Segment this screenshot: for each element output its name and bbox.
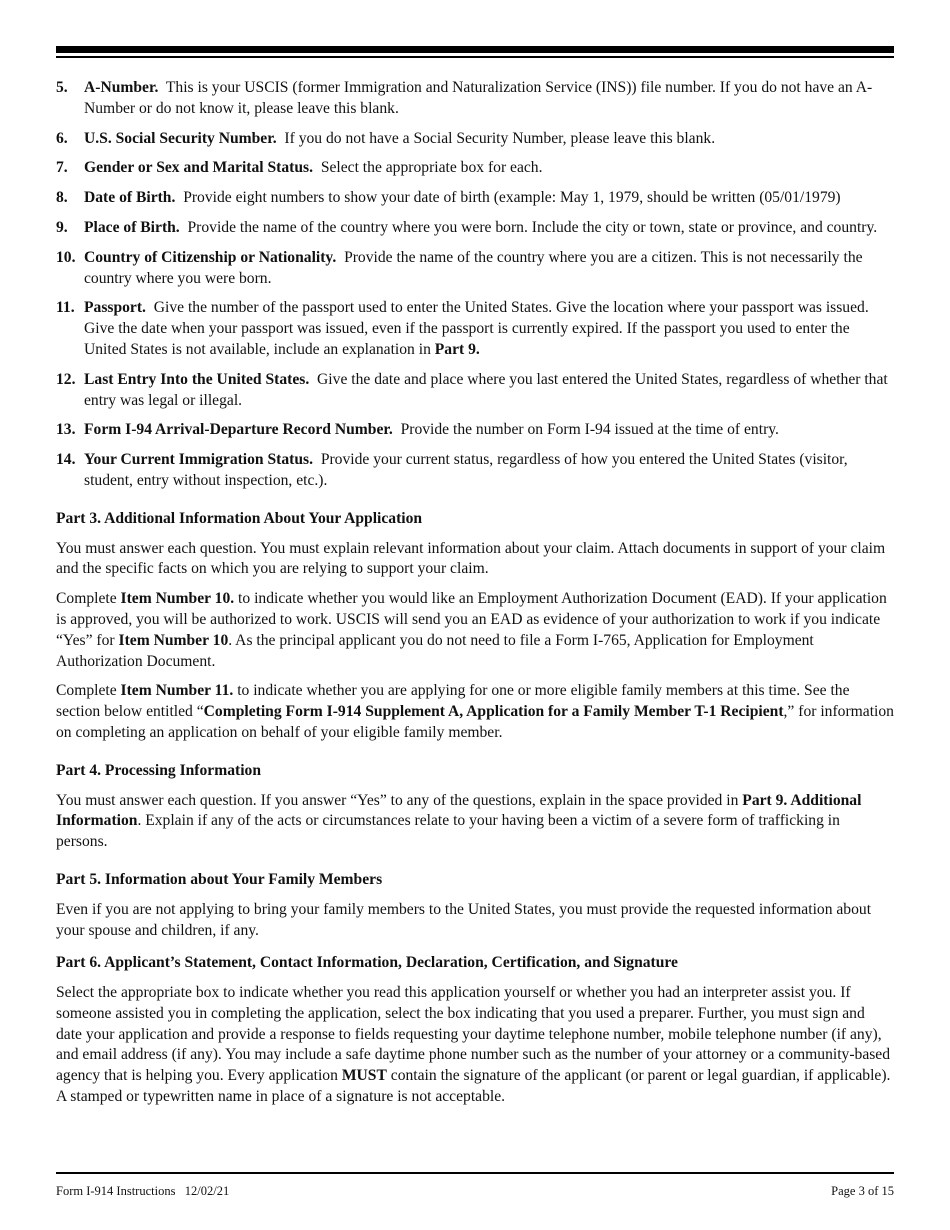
text-run: . Explain if any of the acts or circumstances relate to your having been a victim of a severe form of trafficking in persons.	[56, 812, 840, 851]
item-text: If you do not have a Social Security Number, please leave this blank.	[284, 129, 716, 147]
item-title: Country of Citizenship or Nationality.	[84, 248, 337, 266]
text-run: contain the signature of the applicant (or parent or legal guardian, if applicable). A stamped or typewritten name in place of a signature is not acceptable.	[56, 1067, 891, 1106]
header-rule-thick	[56, 46, 894, 53]
list-item	[56, 450, 894, 492]
list-item	[56, 78, 894, 120]
text-run: ,” for information on completing an application on behalf of your eligible family member.	[56, 703, 894, 741]
text-run: . As the principal applicant you do not need to file a Form I-765, Application for Employment Authorization Document.	[56, 631, 814, 670]
section-heading-part-3: Part 3. Additional Information About Your Application	[56, 509, 423, 527]
item-number: 5.	[56, 79, 68, 96]
footer-page-number: Page 3 of 15	[831, 1184, 894, 1198]
text-run: to indicate whether you are applying for one or more eligible family members at this time. See the section below entitled “	[56, 682, 850, 721]
text-run-bold: Item Number 11.	[120, 682, 234, 700]
section-heading-part-5: Part 5. Information about Your Family Members	[56, 870, 383, 888]
item-number: 12.	[56, 370, 76, 388]
item-title: Last Entry Into the United States.	[84, 370, 310, 388]
text-run: You must answer each question. If you answer “Yes” to any of the questions, explain in the space provided in	[56, 791, 743, 809]
text-run-bold: Part 9. Additional Information	[56, 791, 862, 830]
item-title: A-Number.	[84, 79, 159, 96]
text-run: Complete	[56, 590, 121, 608]
text-run-bold: Completing Form I-914 Supplement A, Application for a Family Member T-1 Recipient	[203, 703, 784, 721]
item-text: Select the appropriate box for each.	[320, 159, 543, 177]
text-run: Select the appropriate box to indicate whether you read this application yourself or whether you had an interpreter assist you. If someone assisted you in completing the application, select the box indicating that you used a preparer. Further, you must sign and date your application and provide a response to fields requesting your daytime telephone number, mobile telephone number (if any), and email address (if any). You may include a safe daytime phone number such as the number of your attorney or a community-based agency that is helping you. Every application	[56, 984, 891, 1085]
item-number: 11.	[56, 299, 75, 317]
footer-form-id: Form I-914 Instructions 12/02/21	[56, 1184, 230, 1198]
part-5-paragraph-1: Even if you are not applying to bring your family members to the United States, you must provide the requested information about your spouse and children, if any.	[56, 900, 872, 939]
text-run: Complete	[56, 682, 121, 700]
item-number: 14.	[56, 451, 76, 469]
page-content	[56, 78, 894, 1117]
text-run: to indicate whether you would like an Employment Authorization Document (EAD). If your application is approved, you will be authorized to work. USCIS will send you an EAD as evidence of your authorization to work if you indicate “Yes” for	[56, 590, 887, 649]
list-item	[56, 298, 894, 360]
part-6-paragraph-1	[56, 983, 894, 1108]
list-item	[56, 158, 894, 179]
item-number: 7.	[56, 159, 68, 177]
item-text: Provide your current status, regardless of how you entered the United States (visitor, student, entry without inspection, etc.).	[84, 451, 848, 489]
list-item	[56, 420, 894, 441]
text-run-bold: MUST	[341, 1067, 387, 1085]
item-title: U.S. Social Security Number.	[84, 129, 277, 147]
item-title: Your Current Immigration Status.	[84, 451, 314, 469]
item-text: Give the date and place where you last entered the United States, regardless of whether that entry was legal or illegal.	[84, 370, 888, 409]
section-heading-part-4: Part 4. Processing Information	[56, 761, 262, 779]
list-item	[56, 188, 894, 209]
item-title: Place of Birth.	[84, 218, 180, 236]
item-title: Gender or Sex and Marital Status.	[84, 159, 314, 177]
part-3-paragraph-1: You must answer each question. You must explain relevant information about your claim. Attach documents in support of your claim and the specific facts on which you are relying to support your claim.	[56, 539, 886, 578]
header-rule-thin	[56, 56, 894, 58]
item-text: This is your USCIS (former Immigration and Naturalization Service (INS)) file number. If you do not have an A-Number or do not know it, please leave this blank.	[84, 79, 873, 117]
item-title: Date of Birth.	[84, 189, 176, 207]
item-text: Provide the name of the country where you were born. Include the city or town, state or province, and country.	[187, 218, 878, 236]
footer-rule	[56, 1172, 894, 1174]
list-item	[56, 370, 894, 412]
text-run-bold: Item Number 10	[118, 631, 229, 649]
item-title: Form I-94 Arrival-Departure Record Number.	[84, 421, 393, 439]
item-text: Provide the number on Form I-94 issued at the time of entry.	[400, 421, 779, 439]
item-text: Give the number of the passport used to enter the United States. Give the location where your passport was issued. Give the date when your passport was issued, even if the passport is currently expired. If the passport you used to enter the United States is not available, include an explanation in	[84, 299, 869, 358]
item-title: Passport.	[84, 299, 146, 317]
part-3-paragraph-2	[56, 589, 894, 672]
item-text-bold-tail: Part 9.	[434, 340, 480, 358]
item-number: 10.	[56, 248, 76, 266]
item-number: 6.	[56, 129, 68, 147]
item-text: Provide eight numbers to show your date of birth (example: May 1, 1979, should be written (05/01/1979)	[183, 189, 841, 207]
item-number: 13.	[56, 421, 76, 439]
item-number: 9.	[56, 218, 68, 236]
item-text: Provide the name of the country where you are a citizen. This is not necessarily the country where you were born.	[84, 248, 863, 287]
list-item	[56, 129, 894, 150]
part-3-paragraph-3	[56, 681, 894, 743]
text-run-bold: Item Number 10.	[120, 590, 235, 608]
section-heading-part-6: Part 6. Applicant’s Statement, Contact Information, Declaration, Certification, and Signature	[56, 954, 678, 972]
list-item	[56, 218, 894, 239]
list-item	[56, 248, 894, 290]
part-4-paragraph-1	[56, 791, 894, 853]
item-number: 8.	[56, 189, 68, 207]
